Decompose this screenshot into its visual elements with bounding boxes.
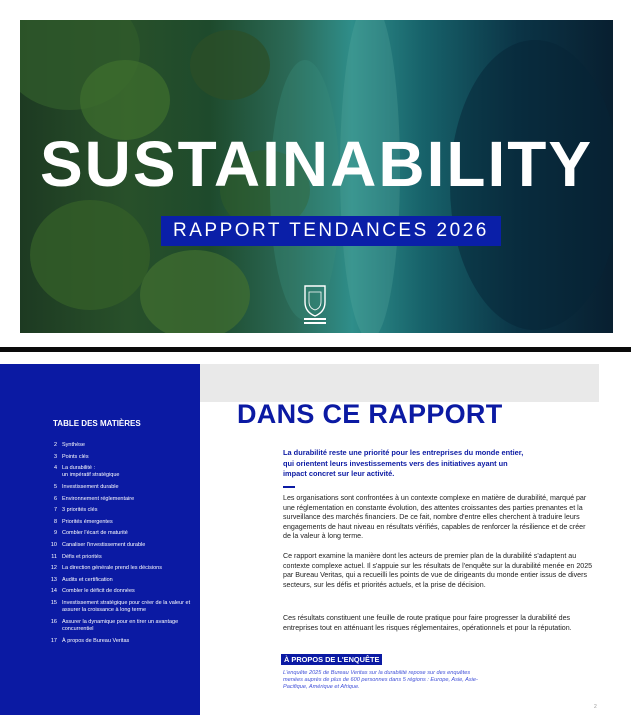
toc-item-label: Investissement durable (62, 483, 119, 490)
toc-item-label: Environnement réglementaire (62, 495, 135, 502)
toc-item[interactable] (44, 496, 194, 503)
about-survey-title: À PROPOS DE L'ENQUÊTE (281, 654, 382, 665)
toc-item-label: À propos de Bureau Veritas (62, 637, 130, 644)
toc-item-label: La direction générale prend les décisions (62, 565, 162, 572)
toc-item[interactable] (44, 542, 194, 549)
toc-item[interactable] (44, 577, 194, 584)
toc-item-label: Assurer la dynamique pour en tirer un avantage concurrentiel (62, 618, 179, 632)
body-paragraph: Les organisations sont confrontées à un contexte complexe en matière de durabilité, marqué par une réglementation en constante évolution, des attentes croissantes des parties prenantes et la surveillance des marchés financiers. De ce fait, nombre d'entre elles cherchent à traduire leurs engagements de haut niveau en résultats vérifiés, capables de renforcer la résilience et de créer de la valeur à long terme. (283, 494, 587, 541)
cover-subtitle: RAPPORT TENDANCES 2026 (161, 216, 501, 246)
toc-item-number: 16 (50, 618, 57, 625)
toc-item-number: 9 (53, 530, 57, 537)
toc-item-number: 12 (50, 565, 57, 572)
toc-item-label: 3 priorités clés (62, 507, 98, 514)
body-paragraph: Ces résultats constituent une feuille de route pratique pour faire progresser la durabilité des entreprises tout en atténuant les risques réglementaires, opérationnels et pour la réputation. (283, 614, 572, 632)
toc-item[interactable] (44, 465, 194, 479)
body-paragraph: Ce rapport examine la manière dont les acteurs de premier plan de la durabilité s'adaptent au contexte complexe actuel. Il s'appuie sur les résultats de l'enquête sur la durabilité menée en 2025 par Bureau Veritas, qui a recueilli les points de vue de dirigeants du monde entier issus de divers secteurs, sur les défis et priorités actuels, et la prise de décision. (283, 552, 593, 589)
header-strip (200, 364, 599, 402)
toc-item-label: Investissement stratégique pour créer de la valeur et assurer la croissance à long terme (62, 599, 191, 614)
toc-item-label: Audits et certification (62, 576, 113, 583)
toc-item[interactable] (44, 442, 194, 449)
divider (283, 486, 295, 488)
toc-sidebar (0, 364, 200, 715)
toc-item-number: 5 (53, 483, 57, 490)
toc-item-label: Combler l'écart de maturité (62, 530, 128, 537)
toc-item-number: 8 (53, 518, 57, 525)
toc-item-number: 2 (53, 442, 57, 448)
page-separator (0, 347, 631, 352)
toc-item[interactable] (44, 588, 194, 595)
cover-image (20, 20, 613, 333)
lead-paragraph: La durabilité reste une priorité pour les entreprises du monde entier, qui orientent leurs investissements vers des initiatives ayant un impact concret sur leur activité. (283, 448, 524, 478)
toc-item-number: 15 (50, 599, 57, 606)
toc-item[interactable] (44, 619, 194, 633)
toc-item-number: 3 (53, 453, 57, 460)
toc-item[interactable] (44, 600, 194, 614)
toc-item-number: 10 (50, 541, 57, 548)
toc-item-label: Canaliser l'investissement durable (62, 541, 146, 548)
toc-item-label: La durabilité : un impératif stratégique (62, 465, 120, 479)
toc-item[interactable] (44, 454, 194, 461)
bureau-veritas-logo-icon (302, 282, 328, 326)
toc-item-number: 17 (50, 637, 57, 644)
toc-item[interactable] (44, 507, 194, 514)
page-heading: DANS CE RAPPORT (237, 399, 503, 429)
cover-title: SUSTAINABILITY (39, 128, 594, 200)
about-survey-text: L'enquête 2025 de Bureau Veritas sur la durabilité repose sur des enquêtes menées auprès de plus de 600 personnes dans 5 régions : Europe, Asie, Asie-Pacifique, Amérique et Afrique. (283, 670, 478, 691)
toc-item[interactable] (44, 638, 194, 645)
toc-item-label: Synthèse (62, 442, 85, 448)
toc-item-label: Priorités émergentes (62, 518, 113, 525)
toc-item-label: Défis et priorités (62, 553, 102, 560)
toc-item[interactable] (44, 554, 194, 561)
page-number: 2 (594, 704, 597, 710)
toc-item-label: Points clés (62, 453, 89, 460)
report-page (0, 364, 631, 715)
toc-item-number: 7 (53, 507, 57, 514)
toc-item-number: 6 (53, 495, 57, 502)
toc-item[interactable] (44, 565, 194, 572)
toc-item[interactable] (44, 530, 194, 537)
toc-item-number: 13 (50, 576, 57, 583)
toc-item-label: Combler le déficit de données (62, 588, 135, 595)
toc-item-number: 14 (50, 588, 57, 595)
toc-item-number: 4 (53, 465, 57, 472)
toc-item[interactable] (44, 484, 194, 491)
toc-item[interactable] (44, 519, 194, 526)
toc-title: TABLE DES MATIÈRES (53, 419, 141, 428)
toc-item-number: 11 (51, 553, 57, 560)
toc-list (44, 442, 194, 649)
